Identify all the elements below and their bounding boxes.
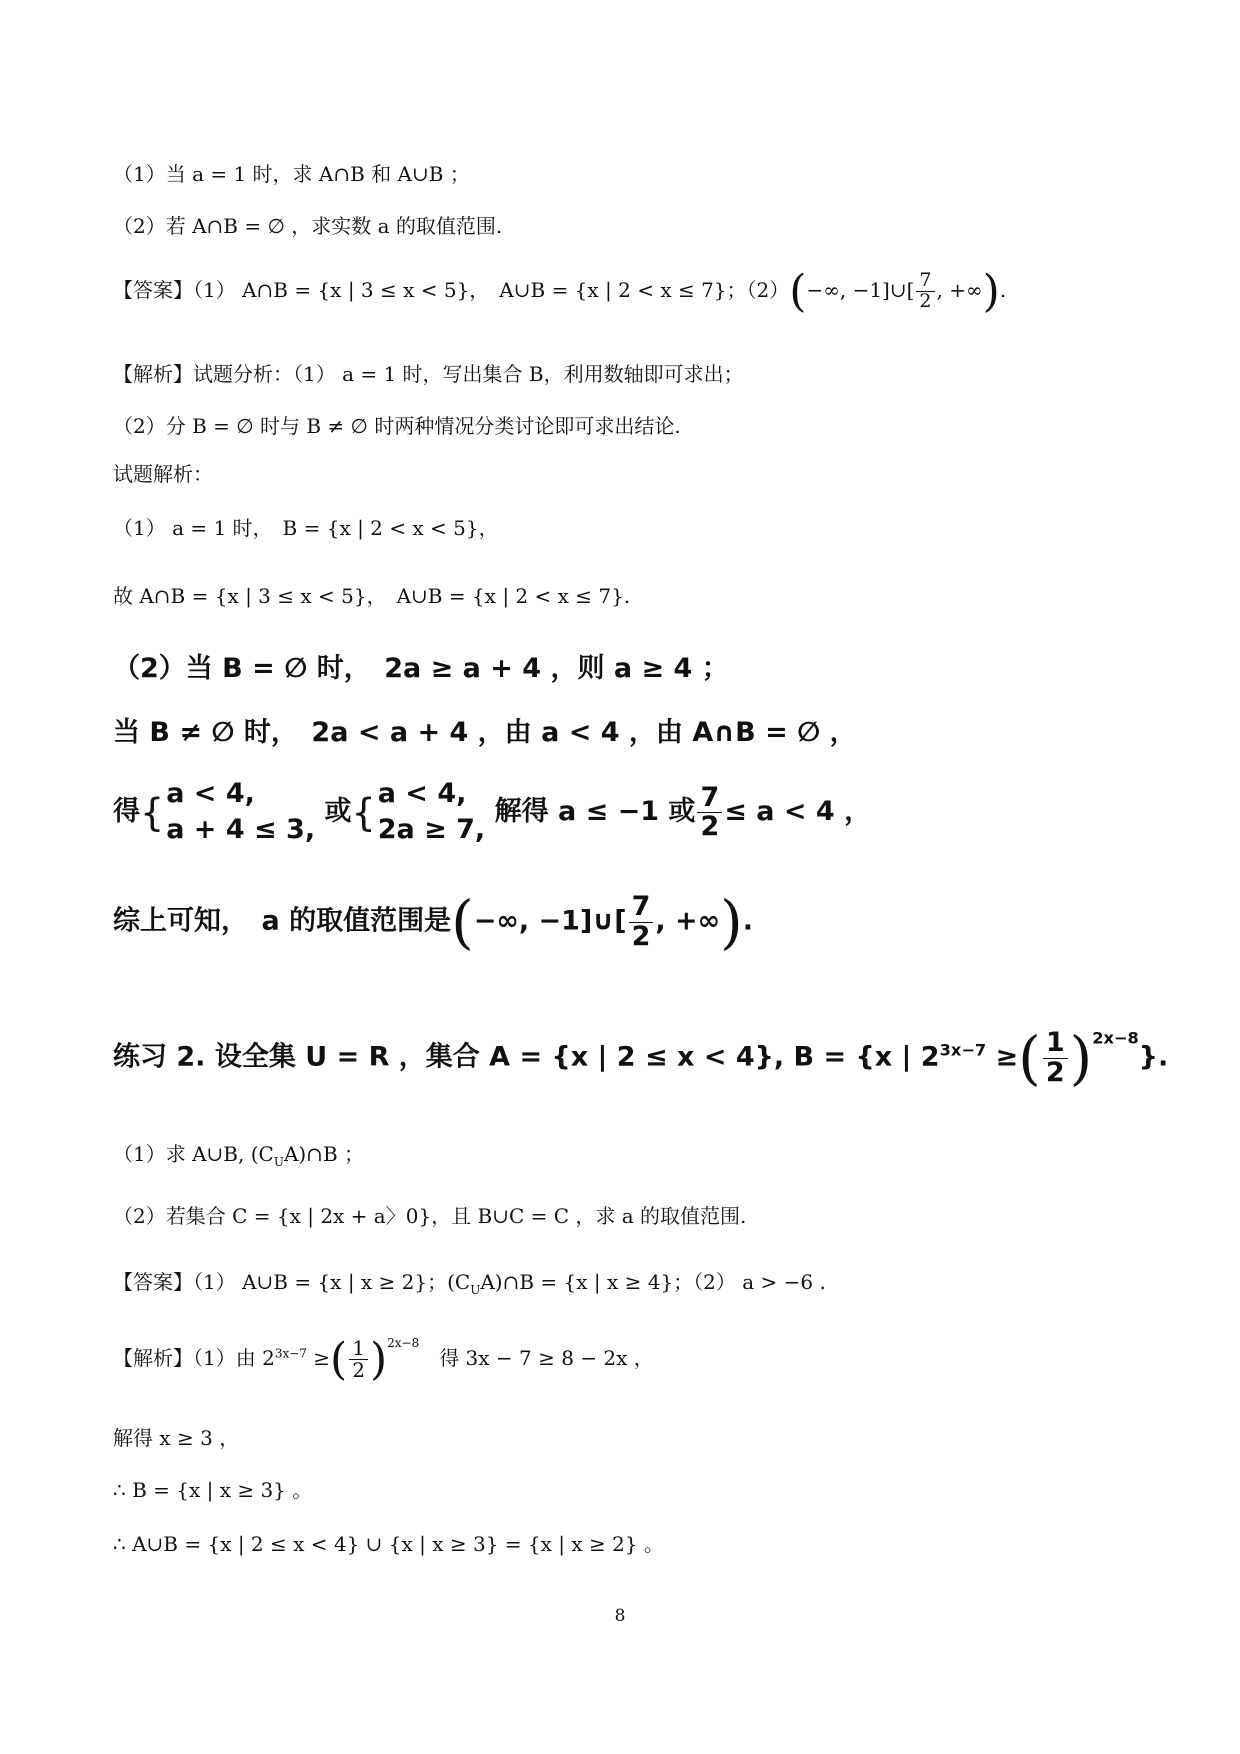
fraction-seven-halves: $\frac{7}{2}$ bbox=[916, 271, 934, 312]
system-1: a < 4, a + 4 ≤ 3, bbox=[166, 778, 316, 846]
exercise-2-answer: 【答案】（1） A∪B = {x | x ≥ 2}；$(C_UA)\cap B = \{x$ | x ≥ 4}；（2） a > −6 . bbox=[113, 1270, 826, 1297]
page-number: 8 bbox=[614, 1606, 626, 1626]
exercise-2-heading: 练习 2. 设全集 U = R ，集合 A = {x | 2 ≤ x < 4}, B = {x | $2^{3x-7}$ ≥( $\frac{1}{2}$ )$^{2x-8}$}. bbox=[113, 1024, 1169, 1092]
solution-part-1-result: 故 A∩B = {x | 3 ≤ x < 5}， A∪B = {x | 2 < x ≤ 7}. bbox=[113, 584, 631, 608]
fraction-one-half: $\frac{1}{2}$ bbox=[349, 1338, 368, 1381]
close-paren: ) bbox=[982, 266, 1000, 317]
question-part-2: （2）若 A∩B = ∅ ，求实数 a 的取值范围. bbox=[113, 214, 503, 238]
exercise-2-step-1: 解得 x ≥ 3 ， bbox=[113, 1426, 240, 1450]
answer-text: 【答案】（1） A∩B = {x | 3 ≤ x < 5}， A∪B = {x | 2 < x ≤ 7}；（2） bbox=[113, 278, 790, 302]
fraction-seven-halves: $\frac{7}{2}$ bbox=[697, 784, 722, 842]
solution-part-2-case-2: 当 B ≠ ∅ 时， 2a < a + 4 ，由 a < 4 ，由 A∩B = ∅ ， bbox=[113, 717, 857, 748]
solution-part-2-case-1: （2）当 B = ∅ 时， 2a ≥ a + 4 ，则 a ≥ 4 ； bbox=[113, 653, 729, 684]
open-paren: ( bbox=[789, 266, 807, 317]
question-part-1: （1）当 a = 1 时，求 A∩B 和 A∪B ； bbox=[113, 162, 470, 186]
analysis-line-1: 【解析】试题分析：（1） a = 1 时，写出集合 B，利用数轴即可求出； bbox=[113, 362, 744, 386]
fraction-seven-halves: $\frac{7}{2}$ bbox=[629, 893, 654, 951]
exercise-2-part-1: （1）求 A∪B, $(C_UA)\cap B$ ； bbox=[113, 1142, 364, 1169]
solution-systems-line: 得{ a < 4, a + 4 ≤ 3, 或{ a < 4, 2a ≥ 7, 解得 a ≤ −1 或 $\frac{7}{2}$ ≤ a < 4 ， bbox=[113, 776, 871, 849]
exercise-2-analysis: 【解析】（1）由 $2^{3x-7}$ ≥( $\frac{1}{2}$ )$^{2x-8}$ 得 3x − 7 ≥ 8 − 2x ， bbox=[113, 1334, 654, 1385]
exercise-2-step-2: ∴ B = {x | x ≥ 3} 。 bbox=[113, 1478, 313, 1502]
answer-line: 【答案】（1） A∩B = {x | 3 ≤ x < 5}， A∪B = {x | 2 < x ≤ 7}；（2）(−∞, −1]∪[ $\frac{7}{2}$ , +∞). bbox=[113, 266, 1007, 317]
conclusion-line: 综上可知， a 的取值范围是(−∞, −1]∪[ $\frac{7}{2}$ , +∞). bbox=[113, 888, 754, 956]
solution-heading: 试题解析： bbox=[113, 462, 213, 486]
system-2: a < 4, 2a ≥ 7, bbox=[377, 778, 486, 846]
solution-part-1: （1） a = 1 时， B = {x | 2 < x < 5}， bbox=[113, 516, 499, 540]
fraction-one-half: $\frac{1}{2}$ bbox=[1043, 1029, 1068, 1087]
exercise-2-part-2: （2）若集合 C = {x | 2x + a〉0}，且 B∪C = C ，求 a 的取值范围. bbox=[113, 1204, 747, 1228]
close-paren: ) bbox=[720, 888, 743, 956]
analysis-line-2: （2）分 B = ∅ 时与 B ≠ ∅ 时两种情况分类讨论即可求出结论. bbox=[113, 414, 681, 438]
open-paren: ( bbox=[451, 888, 474, 956]
answer-interval: −∞, −1]∪[ bbox=[806, 278, 915, 302]
exercise-2-step-3: ∴ A∪B = {x | 2 ≤ x < 4} ∪ {x | x ≥ 3} = {x | x ≥ 2} 。 bbox=[113, 1532, 664, 1556]
